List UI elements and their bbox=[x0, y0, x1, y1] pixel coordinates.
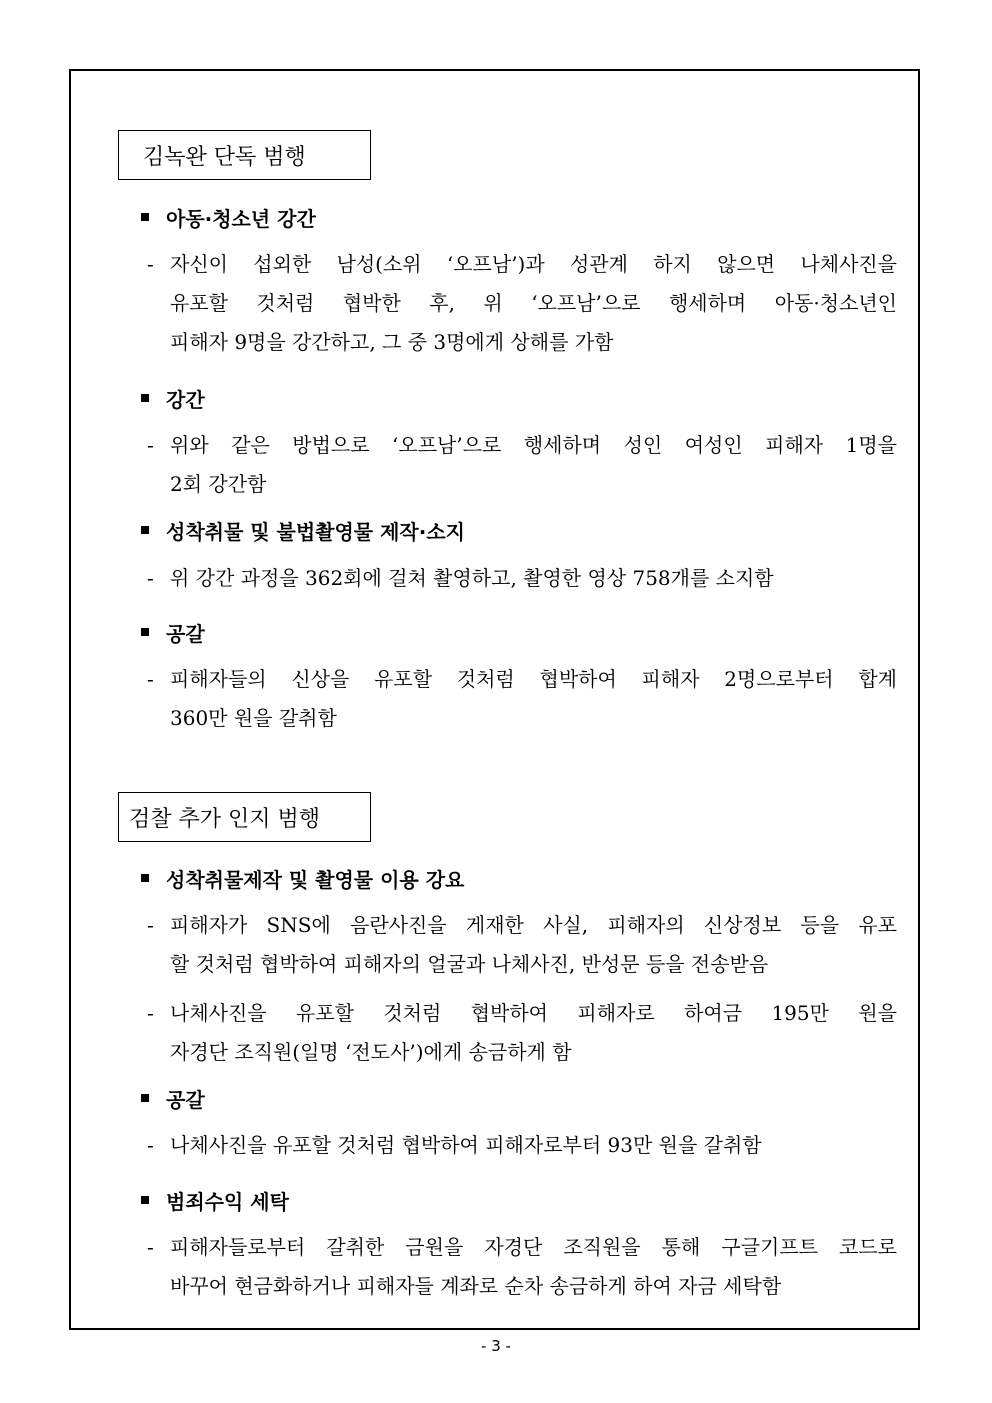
item-line: 바꾸어 현금화하거나 피해자들 계좌로 순차 송금하게 하여 자금 세탁함 bbox=[170, 1274, 782, 1298]
square-bullet-icon bbox=[141, 1094, 149, 1102]
square-bullet-icon bbox=[141, 394, 149, 402]
subsection-title-text: 범죄수익 세탁 bbox=[166, 1189, 289, 1214]
subsection-title-text: 강간 bbox=[166, 387, 205, 412]
dash-marker: - bbox=[147, 1133, 154, 1157]
subsection-title bbox=[141, 1185, 289, 1215]
item-line: 위와 같은 방법으로 ‘오프남’으로 행세하며 성인 여성인 피해자 1명을 bbox=[170, 433, 897, 457]
item-line: 유포할 것처럼 협박한 후, 위 ‘오프남’으로 행세하며 아동·청소년인 bbox=[170, 291, 897, 315]
item-line: 2회 강간함 bbox=[170, 472, 267, 496]
subsection-title bbox=[141, 515, 465, 545]
dash-marker: - bbox=[147, 913, 154, 937]
subsection-title-text: 아동·청소년 강간 bbox=[166, 206, 316, 231]
subsection-title bbox=[141, 202, 316, 232]
page-number: - 3 - bbox=[481, 1337, 511, 1355]
list-item bbox=[147, 1228, 897, 1306]
dash-marker: - bbox=[147, 566, 154, 590]
item-line: 피해자 9명을 강간하고, 그 중 3명에게 상해를 가함 bbox=[170, 330, 614, 354]
item-line: 할 것처럼 협박하여 피해자의 얼굴과 나체사진, 반성문 등을 전송받음 bbox=[170, 952, 769, 976]
section-heading: 김녹완 단독 범행 bbox=[118, 130, 371, 180]
item-line: 피해자들로부터 갈취한 금원을 자경단 조직원을 통해 구글기프트 코드로 bbox=[170, 1235, 897, 1259]
subsection-title bbox=[141, 617, 205, 647]
list-item bbox=[147, 660, 897, 738]
square-bullet-icon bbox=[141, 213, 149, 221]
square-bullet-icon bbox=[141, 628, 149, 636]
item-line: 나체사진을 유포할 것처럼 협박하여 피해자로부터 93만 원을 갈취함 bbox=[170, 1133, 762, 1157]
item-line: 피해자들의 신상을 유포할 것처럼 협박하여 피해자 2명으로부터 합계 bbox=[170, 667, 897, 691]
dash-marker: - bbox=[147, 252, 154, 276]
list-item bbox=[147, 245, 897, 362]
dash-marker: - bbox=[147, 433, 154, 457]
square-bullet-icon bbox=[141, 526, 149, 534]
item-line: 자경단 조직원(일명 ‘전도사’)에게 송금하게 함 bbox=[170, 1040, 572, 1064]
list-item bbox=[147, 559, 897, 598]
item-line: 나체사진을 유포할 것처럼 협박하여 피해자로 하여금 195만 원을 bbox=[170, 1001, 897, 1025]
item-line: 360만 원을 갈취함 bbox=[170, 706, 337, 730]
dash-marker: - bbox=[147, 1001, 154, 1025]
list-item bbox=[147, 994, 897, 1072]
subsection-title bbox=[141, 383, 205, 413]
dash-marker: - bbox=[147, 1235, 154, 1259]
subsection-title-text: 공갈 bbox=[166, 621, 205, 646]
section-heading: 검찰 추가 인지 범행 bbox=[118, 792, 371, 842]
subsection-title-text: 공갈 bbox=[166, 1087, 205, 1112]
subsection-title bbox=[141, 1083, 205, 1113]
square-bullet-icon bbox=[141, 1196, 149, 1204]
list-item bbox=[147, 906, 897, 984]
dash-marker: - bbox=[147, 667, 154, 691]
subsection-title-text: 성착취물제작 및 촬영물 이용 강요 bbox=[166, 867, 465, 892]
item-line: 위 강간 과정을 362회에 걸쳐 촬영하고, 촬영한 영상 758개를 소지함 bbox=[170, 566, 774, 590]
list-item bbox=[147, 1126, 897, 1165]
item-line: 자신이 섭외한 남성(소위 ‘오프남’)과 성관계 하지 않으면 나체사진을 bbox=[170, 252, 897, 276]
subsection-title bbox=[141, 863, 464, 893]
item-line: 피해자가 SNS에 음란사진을 게재한 사실, 피해자의 신상정보 등을 유포 bbox=[170, 913, 897, 937]
subsection-title-text: 성착취물 및 불법촬영물 제작·소지 bbox=[166, 519, 465, 544]
list-item bbox=[147, 426, 897, 504]
square-bullet-icon bbox=[141, 874, 149, 882]
